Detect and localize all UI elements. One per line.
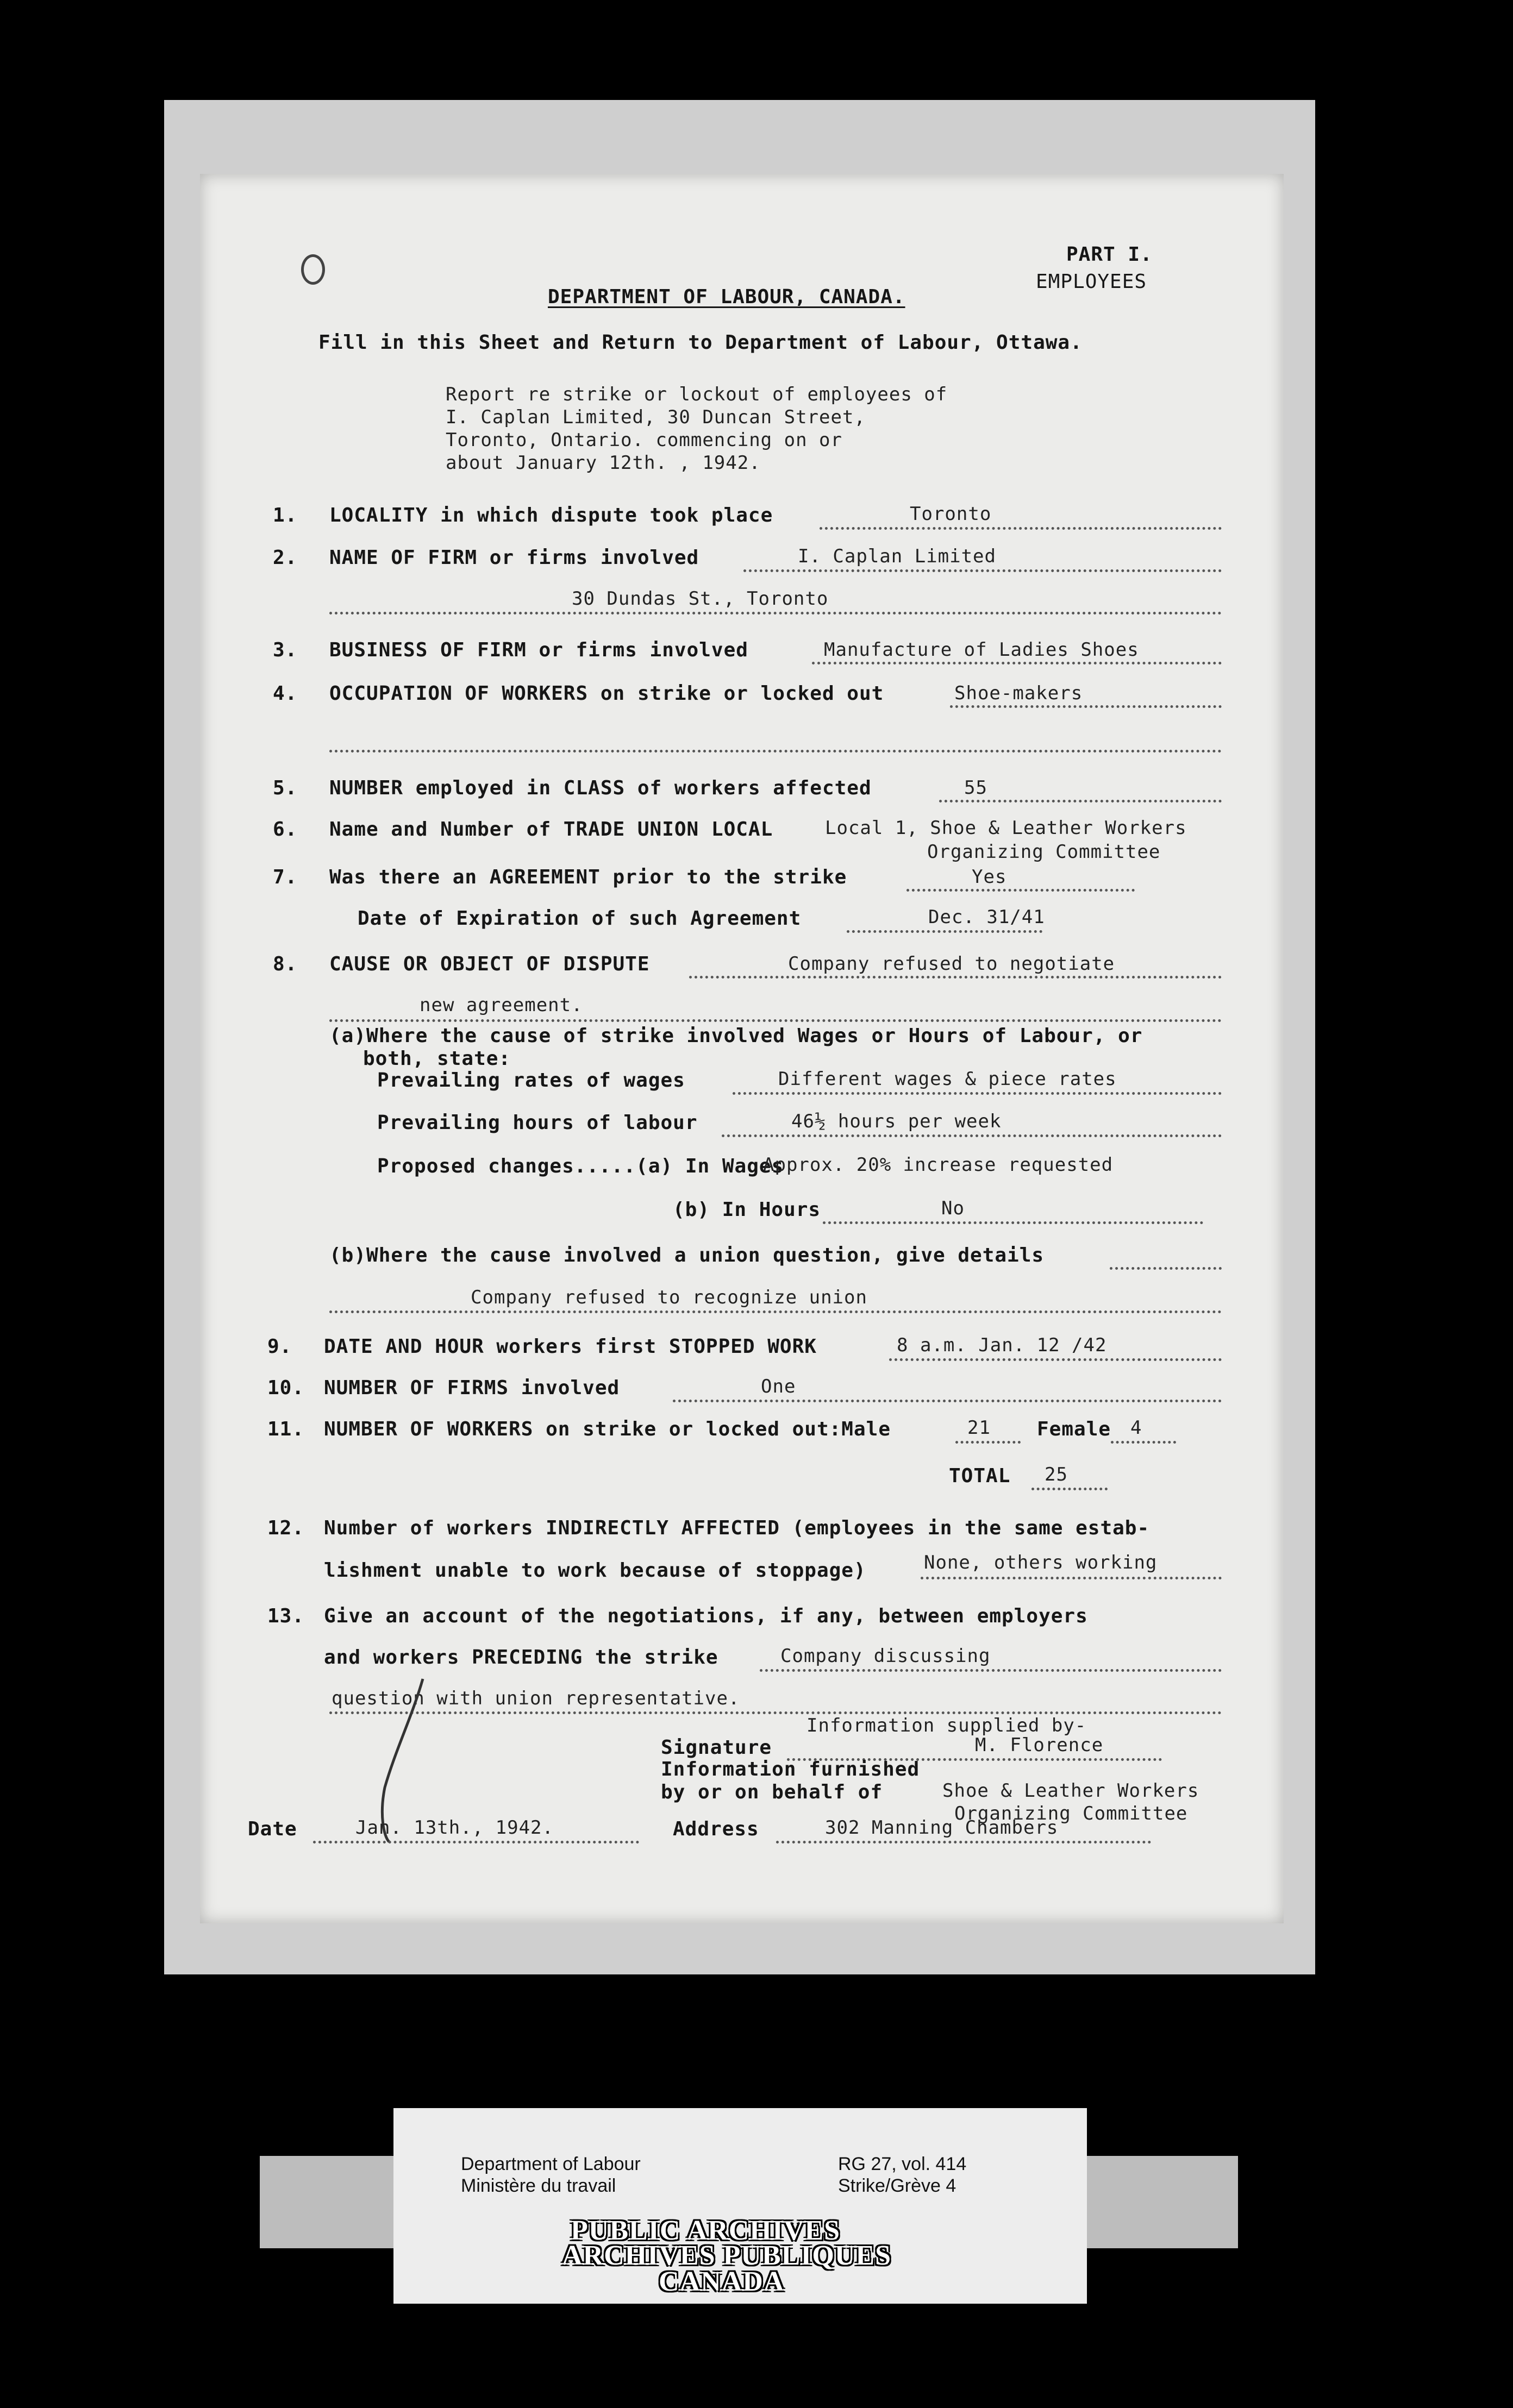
item-1-number: 1. [273,504,298,526]
furnished-value-2: Organizing Committee [954,1803,1188,1824]
item-8a-label-1: (a)Where the cause of strike involved Wages or Hours of Labour, or [329,1025,1143,1047]
item-8-number: 8. [273,953,298,975]
rates-value: Different wages & piece rates [778,1068,1117,1090]
item-2-label: NAME OF FIRM or firms involved [329,547,699,569]
item-11-number: 11. [267,1418,305,1440]
item-7-sub-line [847,930,1042,933]
item-3-label: BUSINESS OF FIRM or firms involved [329,639,748,661]
item-3-number: 3. [273,639,298,661]
item-10-number: 10. [267,1377,305,1399]
item-12-value: None, others working [924,1552,1158,1573]
item-13-number: 13. [267,1605,305,1627]
return-instruction: Fill in this Sheet and Return to Department of Labour, Ottawa. [318,331,1083,354]
item-10-value: One [761,1376,796,1397]
item-10-label: NUMBER OF FIRMS involved [324,1377,620,1399]
item-5-number: 5. [273,777,298,799]
signature-label: Signature [661,1736,772,1759]
item-13-label-2: and workers PRECEDING the strike [324,1646,718,1669]
employees-label: EMPLOYEES [1036,271,1147,293]
item-7-sub-value: Dec. 31/41 [928,906,1045,928]
item-8b-label: (b)Where the cause involved a union question, give details [329,1244,1045,1266]
changes-label: Proposed changes.....(a) In Wages [377,1155,784,1177]
item-6-label: Name and Number of TRADE UNION LOCAL [329,818,773,841]
dept-fr: Ministère du travail [461,2175,616,2196]
item-8-label: CAUSE OR OBJECT OF DISPUTE [329,953,650,975]
furnished-value: Shoe & Leather Workers [942,1780,1199,1802]
item-3-line [812,662,1222,664]
address-label: Address [673,1818,759,1840]
female-label: Female [1037,1418,1111,1440]
item-12-label-2: lishment unable to work because of stoppage) [324,1559,866,1582]
item-9-value: 8 a.m. Jan. 12 /42 [897,1334,1107,1356]
total-label: TOTAL [949,1465,1011,1487]
item-13-line-2 [329,1711,1222,1714]
form-page [200,174,1284,1923]
item-2-value: I. Caplan Limited [798,545,996,567]
item-8-value: Company refused to negotiate [788,953,1115,975]
item-7-number: 7. [273,866,298,888]
item-5-value: 55 [964,777,987,799]
item-6-value-2: Organizing Committee [927,841,1161,863]
archives-label [393,2108,1087,2304]
item-13-line [760,1669,1222,1672]
archives-country: CANADA [659,2266,785,2297]
female-value: 4 [1130,1417,1142,1439]
rates-label: Prevailing rates of wages [377,1069,685,1092]
item-4-label: OCCUPATION OF WORKERS on strike or locked out [329,682,884,705]
strike-number: Strike/Grève 4 [838,2175,956,2196]
item-8-line [689,976,1222,979]
furnished-label-1: Information furnished [661,1758,920,1780]
item-8a-label-2: both, state: [363,1048,511,1070]
item-12-line [921,1577,1222,1579]
in-hours-line [823,1221,1203,1224]
item-8b-line-2 [329,1310,1222,1313]
hours-value: 46½ hours per week [791,1111,1002,1132]
item-4-value: Shoe-makers [954,682,1083,704]
item-4-line [950,705,1222,708]
item-13-value-2: question with union representative. [332,1688,740,1709]
male-line [955,1441,1021,1444]
wages-value: Approx. 20% increase requested [763,1154,1114,1176]
dept-en: Department of Labour [461,2154,641,2174]
female-line [1111,1441,1176,1444]
info-supplied-label: Information supplied by- [806,1715,1087,1736]
item-2-address: 30 Dundas St., Toronto [572,588,829,610]
item-6-value: Local 1, Shoe & Leather Workers [825,817,1187,839]
item-9-number: 9. [267,1335,292,1358]
in-hours-value: No [941,1197,965,1219]
archives-fr: ARCHIVES PUBLIQUES [562,2240,892,2271]
signature-value: M. Florence [975,1734,1104,1756]
department-title: DEPARTMENT OF LABOUR, CANADA. [548,286,905,308]
item-4-line-2 [329,750,1222,752]
item-7-sub-label: Date of Expiration of such Agreement [358,907,802,930]
hours-line [722,1134,1222,1137]
punch-hole [301,254,325,285]
item-12-label-1: Number of workers INDIRECTLY AFFECTED (employees in the same estab- [324,1517,1150,1539]
item-1-value: Toronto [910,503,992,525]
hours-label: Prevailing hours of labour [377,1112,698,1134]
item-9-label: DATE AND HOUR workers first STOPPED WORK [324,1335,817,1358]
item-1-label: LOCALITY in which dispute took place [329,504,773,526]
item-2-number: 2. [273,547,298,569]
item-8-value-2: new agreement. [420,994,583,1016]
item-5-line [939,800,1222,802]
rates-line [733,1092,1222,1095]
in-hours-label: (b) In Hours [673,1199,821,1221]
item-5-label: NUMBER employed in CLASS of workers affected [329,777,872,799]
item-2-line [743,569,1222,572]
item-7-label: Was there an AGREEMENT prior to the strike [329,866,847,888]
total-line [1031,1488,1108,1490]
item-8b-line [1110,1267,1222,1270]
item-2-line-2 [329,612,1222,614]
item-6-number: 6. [273,818,298,841]
date-label: Date [248,1818,297,1840]
item-13-label-1: Give an account of the negotiations, if any, between employers [324,1605,1088,1627]
date-line [313,1841,639,1843]
item-3-value: Manufacture of Ladies Shoes [824,639,1139,661]
male-value: 21 [967,1417,991,1439]
item-1-line [820,527,1222,530]
part-label: PART I. [1066,243,1153,266]
item-13-value: Company discussing [780,1645,991,1667]
report-line-2: I. Caplan Limited, 30 Duncan Street, [446,406,866,428]
item-8-line-2 [329,1019,1222,1022]
address-value: 302 Manning Chambers [825,1817,1059,1839]
report-line-4: about January 12th. , 1942. [446,452,761,474]
item-9-line [889,1358,1222,1361]
item-11-label: NUMBER OF WORKERS on strike or locked out:Male [324,1418,891,1440]
total-value: 25 [1045,1464,1068,1485]
report-line-1: Report re strike or lockout of employees of [446,384,948,405]
item-8b-value: Company refused to recognize union [471,1287,867,1308]
record-group: RG 27, vol. 414 [838,2154,967,2174]
item-7-line [906,889,1135,892]
item-12-number: 12. [267,1517,305,1539]
item-4-number: 4. [273,682,298,705]
archives-en: PUBLIC ARCHIVES [571,2215,841,2246]
date-value: Jan. 13th., 1942. [355,1817,554,1839]
item-10-line [673,1400,1222,1402]
address-line [776,1841,1151,1843]
furnished-label-2: by or on behalf of [661,1781,883,1803]
item-7-value: Yes [972,866,1007,888]
report-line-3: Toronto, Ontario. commencing on or [446,429,842,451]
